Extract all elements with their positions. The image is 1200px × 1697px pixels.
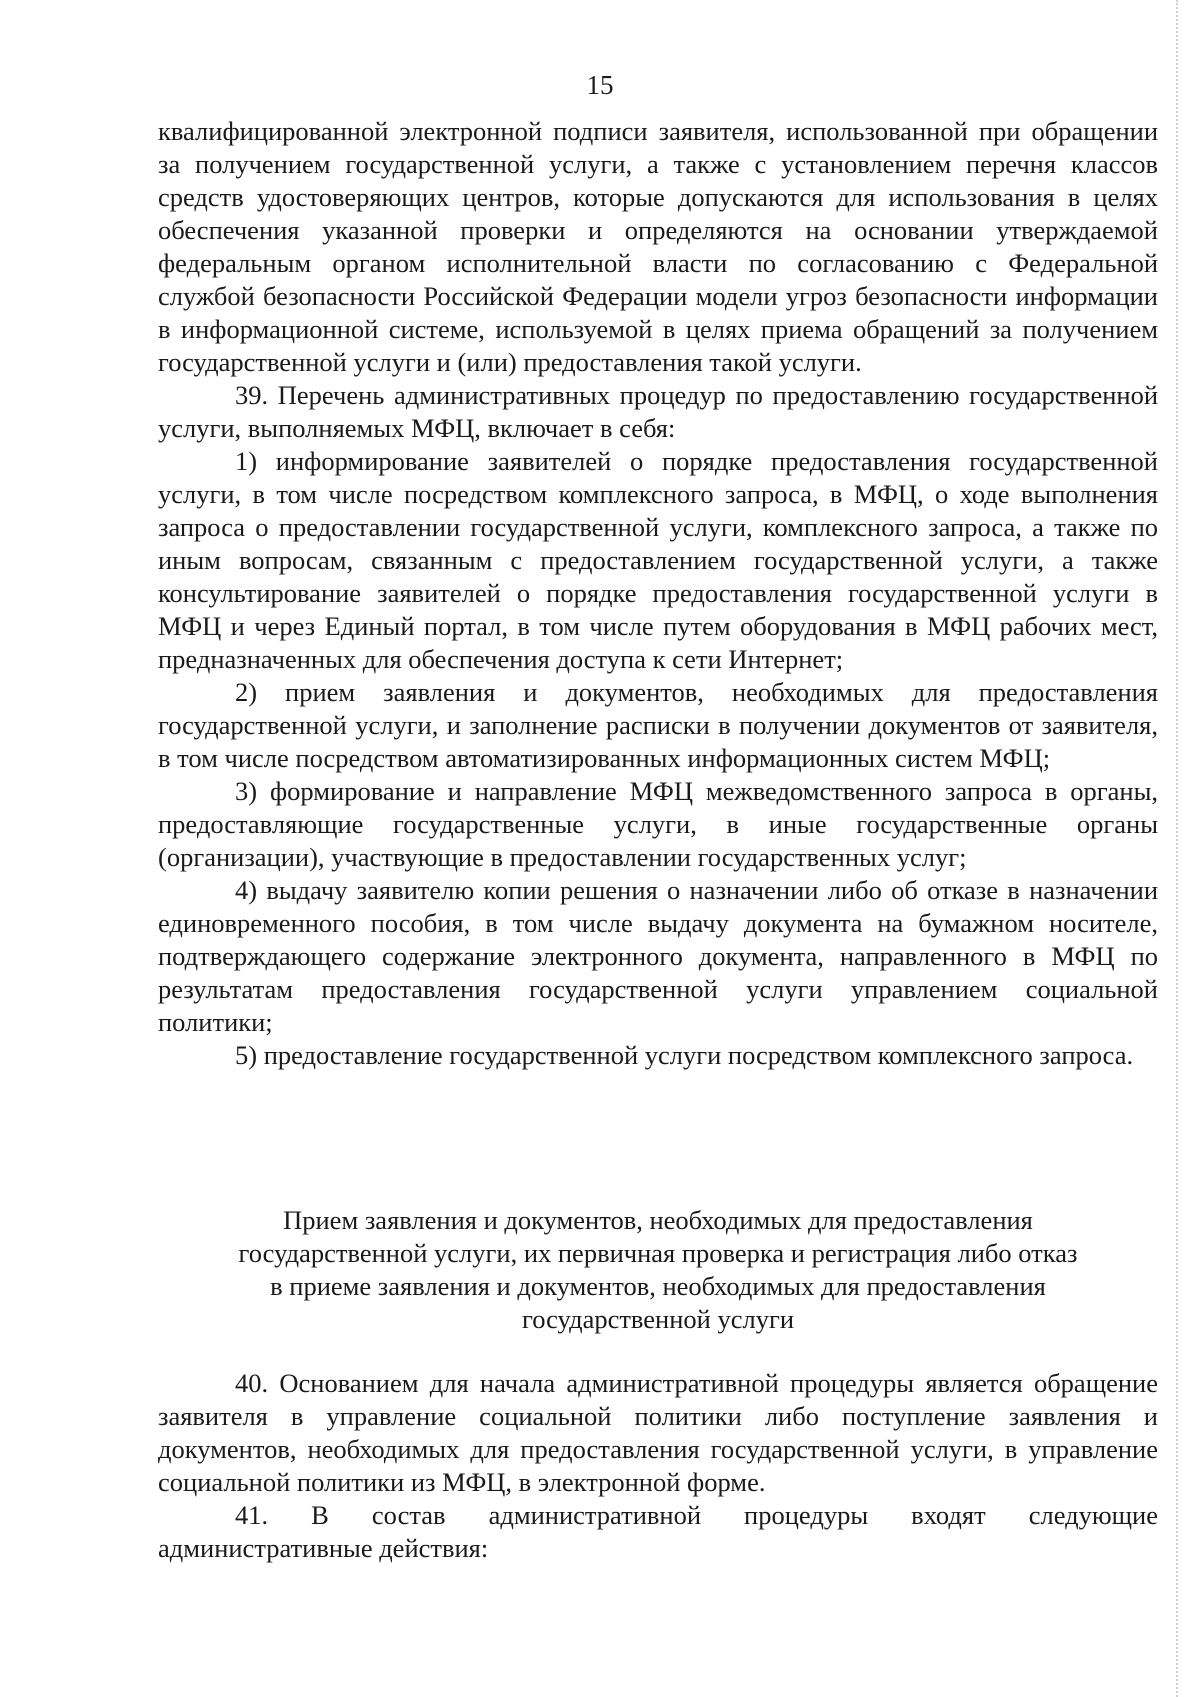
list-item-1: 1) информирование заявителей о порядке предоставления государственной услуги, в том числе посредством комплексного запроса, в МФЦ, о ходе выполнения запроса о предоставлении государственной услуги, комплексного запроса, а также по иным вопросам, связанным с предоставлением государственной услуги, а также консультирование заявителей о порядке предоставления государственной услуги в МФЦ и через Единый портал, в том числе путем оборудования в МФЦ рабочих мест, предназначенных для обеспечения доступа к сети Интернет; [158,446,1158,674]
paragraph-41: 41. В состав административной процедуры входят следующие административные действия: [158,1500,1158,1563]
body-text-top [158,115,1158,1072]
section-heading [158,1204,1158,1336]
section-heading-line-4: государственной услуги [521,1304,795,1334]
paragraph-continuation: квалифицированной электронной подписи заявителя, использованной при обращении за получением государственной услуги, а также с установлением перечня классов средств удостоверяющих центров, которые допускаются для использования в целях обеспечения указанной проверки и определяются на основании утверждаемой федеральным органом исполнительной власти по согласованию с Федеральной службой безопасности Российской Федерации модели угроз безопасности информации в информационной системе, используемой в целях приема обращений за получением государственной услуги и (или) предоставления такой услуги. [158,116,1158,377]
section-heading-line-3: в приеме заявления и документов, необходимых для предоставления [270,1271,1046,1301]
page-number: 15 [586,70,614,100]
body-text-bottom [158,1367,1158,1565]
list-item-3: 3) формирование и направление МФЦ межведомственного запроса в органы, предоставляющие государственные услуги, в иные государственные органы (организации), участвующие в предоставлении государственных услуг; [158,776,1158,872]
section-heading-line-2: государственной услуги, их первичная проверка и регистрация либо отказ [238,1238,1078,1268]
paragraph-40: 40. Основанием для начала административной процедуры является обращение заявителя в управление социальной политики либо поступление заявления и документов, необходимых для предоставления государственной услуги, в управление социальной политики из МФЦ, в электронной форме. [158,1368,1158,1497]
list-item-5: 5) предоставление государственной услуги посредством комплексного запроса. [235,1040,1134,1070]
section-heading-line-1: Прием заявления и документов, необходимых для предоставления [283,1205,1033,1235]
list-item-4: 4) выдачу заявителю копии решения о назначении либо об отказе в назначении единовременного пособия, в том числе выдачу документа на бумажном носителе, подтверждающего содержание электронного документа, направленного в МФЦ по результатам предоставления государственной услуги управлением социальной политики; [158,875,1158,1037]
paragraph-39: 39. Перечень административных процедур по предоставлению государственной услуги, выполняемых МФЦ, включает в себя: [158,380,1158,443]
page-edge-dotted-line [1176,0,1178,1697]
list-item-2: 2) прием заявления и документов, необходимых для предоставления государственной услуги, и заполнение расписки в получении документов от заявителя, в том числе посредством автоматизированных информационных систем МФЦ; [158,677,1158,773]
